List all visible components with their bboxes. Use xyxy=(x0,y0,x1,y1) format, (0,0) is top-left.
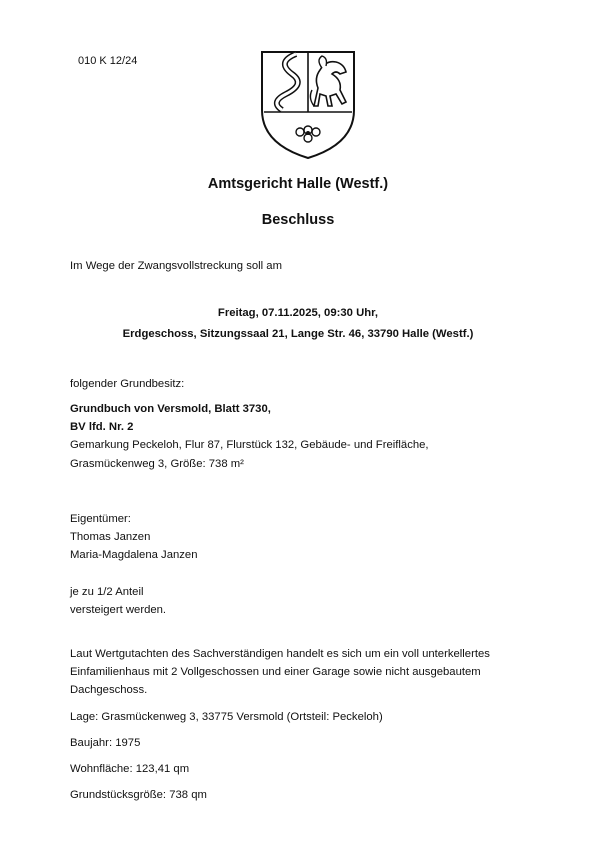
auction-date: Freitag, 07.11.2025, 09:30 Uhr, xyxy=(217,307,379,319)
address-size-line: Grasmückenweg 3, Größe: 738 m² xyxy=(70,458,244,470)
owner-name: Thomas Janzen xyxy=(70,531,151,543)
auction-location: Erdgeschoss, Sitzungssaal 21, Lange Str. 46, 33790 Halle (Westf.) xyxy=(122,328,474,340)
bv-line: BV lfd. Nr. 2 xyxy=(70,421,134,433)
court-name: Amtsgericht Halle (Westf.) xyxy=(207,176,389,192)
share-line: je zu 1/2 Anteil xyxy=(70,586,144,598)
description-line: Laut Wertgutachten des Sachverständigen handelt es sich um ein voll unterkellertes xyxy=(70,648,490,660)
owner-name: Maria-Magdalena Janzen xyxy=(70,549,198,561)
grundbuch-line: Grundbuch von Versmold, Blatt 3730, xyxy=(70,403,271,415)
living-area-line: Wohnfläche: 123,41 qm xyxy=(70,763,190,775)
plot-size-line: Grundstücksgröße: 738 qm xyxy=(70,789,207,801)
document-title: Beschluss xyxy=(261,212,335,228)
description-line: Dachgeschoss. xyxy=(70,684,148,696)
coat-of-arms-emblem xyxy=(256,48,360,160)
file-reference: 010 K 12/24 xyxy=(78,55,138,67)
construction-year-line: Baujahr: 1975 xyxy=(70,737,141,749)
owners-label: Eigentümer: xyxy=(70,513,131,525)
location-line: Lage: Grasmückenweg 3, 33775 Versmold (Ortsteil: Peckeloh) xyxy=(70,711,383,723)
intro-text: Im Wege der Zwangsvollstreckung soll am xyxy=(70,260,283,272)
gemarkung-line: Gemarkung Peckeloh, Flur 87, Flurstück 132, Gebäude- und Freifläche, xyxy=(70,439,429,451)
auction-statement: versteigert werden. xyxy=(70,604,167,616)
property-heading: folgender Grundbesitz: xyxy=(70,378,185,390)
description-line: Einfamilienhaus mit 2 Vollgeschossen und einer Garage sowie nicht ausgebautem xyxy=(70,666,481,678)
